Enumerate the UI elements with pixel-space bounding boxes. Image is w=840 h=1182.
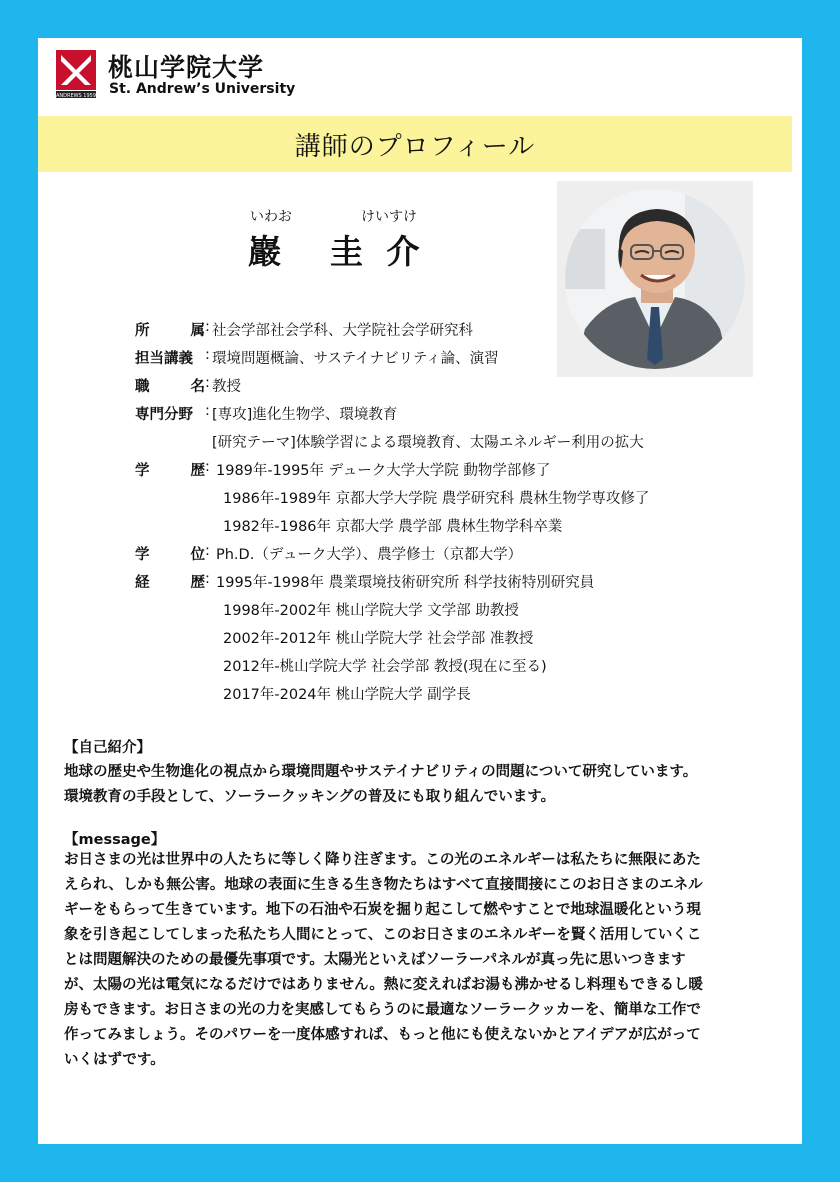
message-text [64,848,786,1073]
degree-label: 学 位 [135,547,205,563]
courses-label: 担当講義 [135,351,193,367]
education-line: 1989年-1995年 デューク大学大学院 動物学部修了 [216,463,551,479]
career-label: 経 歴 [135,575,205,591]
portrait-illustration [565,189,745,369]
field-line: [研究テーマ]体験学習による環境教育、太陽エネルギー利用の拡大 [212,435,644,451]
title-band [38,116,792,172]
field-sep: : [205,403,210,419]
affiliation-label: 所 属 [135,323,205,339]
intro-text [64,760,786,810]
position-sep: : [205,375,210,391]
message-line: 房もできます。お日さまの光の力を実感してもらうのに最適なソーラークッカーを、簡単な工作で [64,1002,701,1018]
education-sep: : [205,459,210,475]
education-label: 学 歴 [135,463,205,479]
courses-sep: : [205,347,210,363]
message-line: 象を引き起こしてしまった私たち人間にとって、このお日さまのエネルギーを賢く活用していくこ [64,927,702,943]
family-name-ruby: いわお [250,209,292,225]
position-value: 教授 [212,379,241,395]
education-line: 1986年-1989年 京都大学大学院 農学研究科 農林生物学専攻修了 [223,491,650,507]
page-title: 講師のプロフィール [294,131,536,162]
message-line: お日さまの光は世界中の人たちに等しく降り注ぎます。この光のエネルギーは私たちに無限にあた [64,852,701,868]
degree-sep: : [205,543,210,559]
message-line: が、太陽の光は電気になるだけではありません。熱に変えればお湯も沸かせるし料理もできるし暖 [64,977,703,993]
field-label: 専門分野 [135,407,193,423]
university-seal-icon [54,48,98,100]
intro-heading: 【自己紹介】 [64,740,151,756]
portrait-frame [557,181,753,377]
career-line: 2002年-2012年 桃山学院大学 社会学部 准教授 [223,631,534,647]
career-sep: : [205,571,210,587]
degree-value: Ph.D.（デューク大学）、農学修士（京都大学） [216,547,523,563]
given-name-ruby: けいすけ [361,209,417,225]
courses-value: 環境問題概論、サステイナビリティ論、演習 [212,351,499,367]
education-line: 1982年-1986年 京都大学 農学部 農林生物学科卒業 [223,519,563,535]
career-line: 2012年-桃山学院大学 社会学部 教授(現在に至る) [223,659,547,675]
affiliation-sep: : [205,319,210,335]
given-name: 圭 介 [330,232,426,271]
message-line: 作ってみましょう。そのパワーを一度体感すれば、もっと他にも使えないかとアイデアが広がって [64,1027,701,1043]
message-line: えられ、しかも無公害。地球の表面に生きる生き物たちはすべて直接間接にこのお日さまのエネル [64,877,703,893]
family-name: 巖 [248,232,281,271]
message-line: ギーをもらって生きています。地下の石油や石炭を掘り起こして燃やすことで地球温暖化という現 [64,902,701,918]
career-line: 2017年-2024年 桃山学院大学 副学長 [223,687,471,703]
career-line: 1995年-1998年 農業環境技術研究所 科学技術特別研究員 [216,575,595,591]
profile-sheet [38,38,802,1144]
intro-line: 環境教育の手段として、ソーラークッキングの普及にも取り組んでいます。 [64,789,556,805]
university-name-en: St. Andrew’s University [109,81,296,97]
career-line: 1998年-2002年 桃山学院大学 文学部 助教授 [223,603,519,619]
message-heading: 【message】 [64,832,166,848]
svg-text:ANDREWS 1959: ANDREWS 1959 [55,93,97,99]
position-label: 職 名 [135,379,205,395]
intro-line: 地球の歴史や生物進化の視点から環境問題やサステイナビリティの問題について研究しています。 [64,764,698,780]
portrait-photo [565,189,745,369]
affiliation-value: 社会学部社会学科、大学院社会学研究科 [212,323,473,339]
university-name-jp: 桃山学院大学 [108,53,265,82]
message-line: いくはずです。 [64,1052,165,1068]
field-line: [専攻]進化生物学、環境教育 [212,407,398,423]
message-line: とは問題解決のための最優先事項です。太陽光といえばソーラーパネルが真っ先に思いつきます [64,952,686,968]
